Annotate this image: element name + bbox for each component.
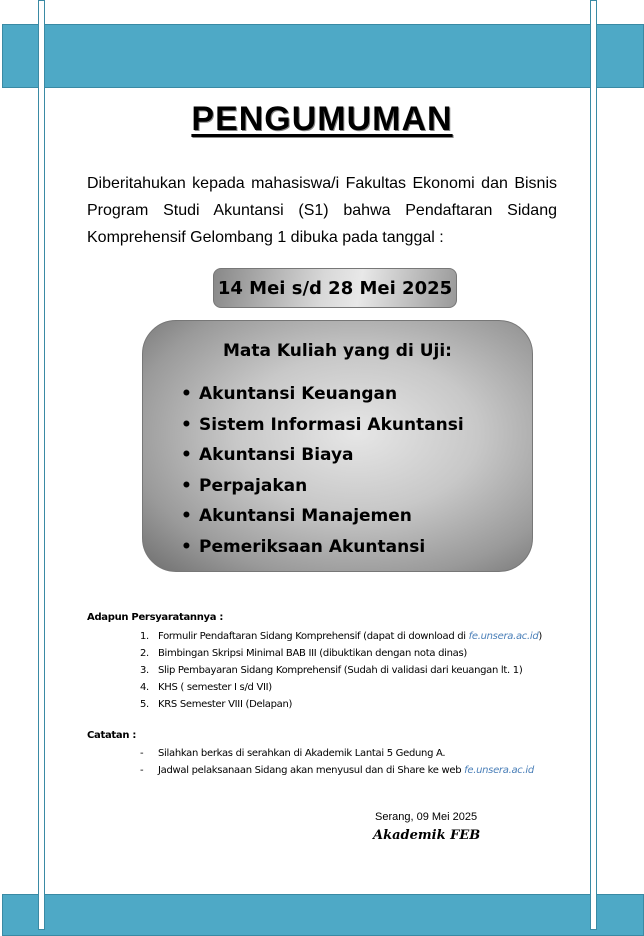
list-item: 2. Bimbingan Skripsi Minimal BAB III (dibuktikan dengan nota dinas) (140, 648, 467, 659)
requirements-heading: Adapun Persyaratannya : (87, 612, 224, 623)
notes-list (140, 745, 534, 779)
subjects-box (142, 320, 533, 572)
list-item: • Pemeriksaan Akuntansi (181, 532, 464, 563)
intro-paragraph: Diberitahukan kepada mahasiswa/i Fakultas Ekonomi dan Bisnis Program Studi Akuntansi (S1) bahwa Pendaftaran Sidang Komprehensif Gelombang 1 dibuka pada tanggal : (87, 175, 557, 246)
page-title: PENGUMUMAN (191, 100, 453, 138)
list-item: • Akuntansi Manajemen (181, 501, 464, 532)
list-item: • Akuntansi Keuangan (181, 379, 464, 410)
signature: Akademik FEB (373, 828, 481, 843)
list-item: 3. Slip Pembayaran Sidang Komprehensif (Sudah di validasi dari keuangan lt. 1) (140, 665, 523, 676)
footer-band (2, 894, 644, 936)
list-item: 1. Formulir Pendaftaran Sidang Komprehensif (dapat di download di fe.unsera.ac.id) (140, 631, 543, 642)
list-item: • Perpajakan (181, 471, 464, 502)
date-range-box: 14 Mei s/d 28 Mei 2025 (213, 268, 457, 308)
left-frame-bar (38, 0, 45, 930)
right-frame-bar (590, 0, 597, 930)
list-item: - Silahkan berkas di serahkan di Akademik Lantai 5 Gedung A. (140, 748, 446, 759)
place-date: Serang, 09 Mei 2025 (375, 811, 478, 823)
subjects-list (181, 379, 464, 562)
subjects-heading: Mata Kuliah yang di Uji: (223, 341, 452, 361)
list-item: • Sistem Informasi Akuntansi (181, 410, 464, 441)
list-item: 4. KHS ( semester I s/d VII) (140, 682, 272, 693)
requirements-list (140, 628, 542, 713)
website-link[interactable]: fe.unsera.ac.id (464, 765, 534, 776)
notes-heading: Catatan : (87, 730, 137, 741)
list-item: 5. KRS Semester VIII (Delapan) (140, 699, 293, 710)
list-item: • Akuntansi Biaya (181, 440, 464, 471)
header-band (2, 24, 644, 88)
list-item: - Jadwal pelaksanaan Sidang akan menyusul dan di Share ke web fe.unsera.ac.id (140, 765, 534, 776)
website-link[interactable]: fe.unsera.ac.id (468, 631, 539, 642)
